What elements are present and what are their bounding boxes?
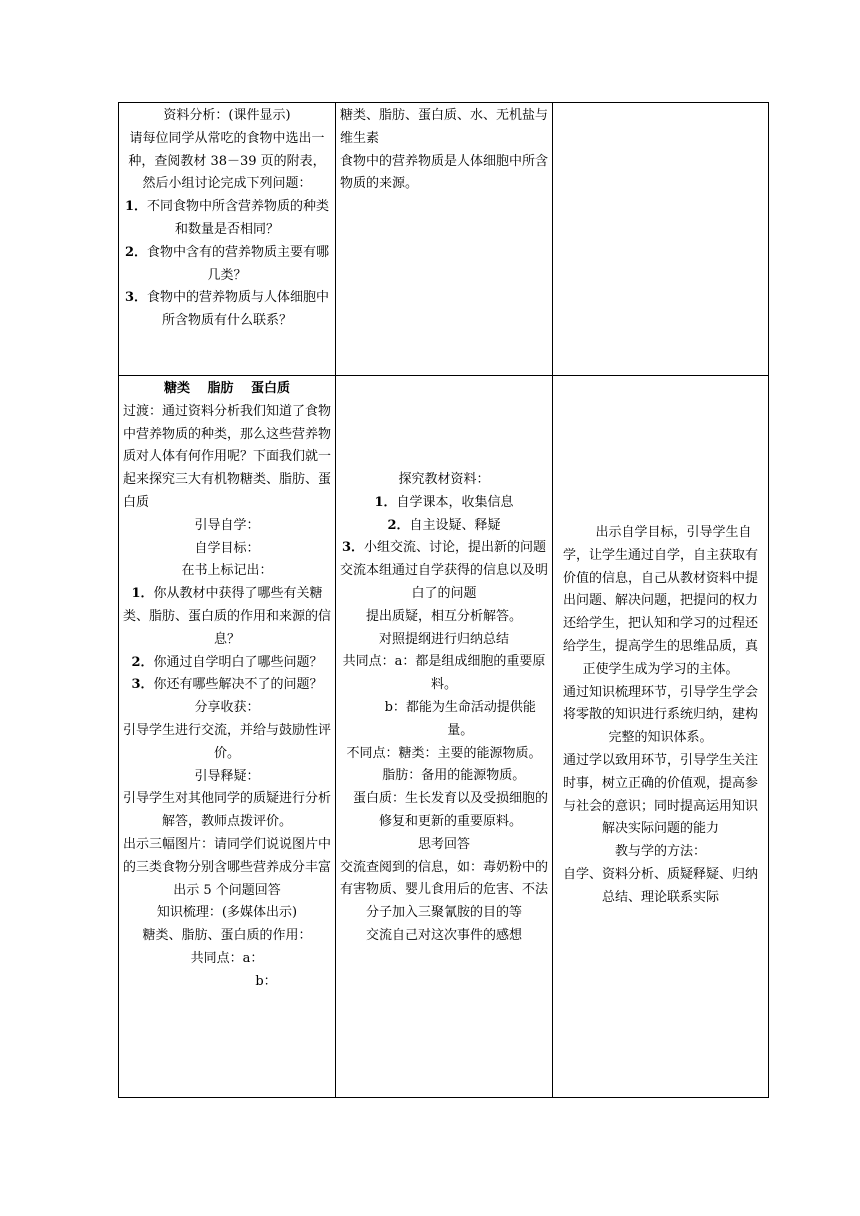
intent-paragraph: 出示自学目标，引导学生自学，让学生通过自学，自主获取有价值的信息，自己从教材资料中提出问题、解决问题，把提问的权力还给学生，把认知和学习的过程还给学生，提高学生的思维品质，真正使学生成为学习的主体。 [562, 525, 758, 677]
question-item: 1．不同食物中所含营养物质的种类和数量是否相同？ [124, 199, 330, 237]
question-item: 3．食物中的营养物质与人体细胞中所含物质有什么联系？ [124, 290, 330, 329]
explore-title: 探究教材资料： [398, 472, 490, 487]
guide-self-study-label: 引导自学： [194, 517, 260, 533]
knowledge-combing-label: 知识梳理：(多媒体出示) [156, 905, 298, 921]
doubt-label: 引导释疑： [194, 768, 260, 784]
table-row [119, 103, 769, 376]
step-item: 2．自主设疑、释疑 [387, 517, 501, 533]
method-list: 自学、资料分析、质疑释疑、归纳总结、理论联系实际 [562, 866, 758, 905]
transition-text: 过渡：通过资料分析我们知道了食物中营养物质的种类，那么这些营养物质对人体有何作用呢？下面我们就一起来探究三大有机物糖类、脂肪、蛋白质 [123, 403, 332, 510]
doubt-text: 引导学生对其他同学的质疑进行分析解答，教师点拨评价。 [123, 791, 332, 830]
think-answer-text: 思考回答 [417, 836, 470, 852]
table-row [119, 376, 769, 1098]
common-a-text: 共同点：a：都是组成细胞的重要原料。 [342, 654, 546, 693]
mark-in-book-label: 在书上标记出： [181, 563, 273, 579]
pictures-text: 出示三幅图片：请同学们说说图片中的三类食物分别含哪些营养成分丰富 [123, 836, 332, 875]
question-item: 2．你通过自学明白了哪些问题？ [131, 654, 323, 670]
method-title: 教与学的方法： [614, 844, 706, 860]
intent-paragraph: 通过学以致用环节，引导学生关注时事，树立正确的价值观，提高参与社会的意识；同时提高运用知识解决实际问题的能力 [562, 752, 758, 837]
section-heading: 糖类 脂肪 蛋白质 [163, 381, 291, 396]
feelings-text: 交流自己对这次事件的感想 [365, 927, 522, 943]
share-label: 分享收获： [194, 700, 260, 716]
material-analysis-title: 资料分析：(课件显示) [163, 108, 291, 123]
question-text: 提出质疑，相互分析解答。 [365, 608, 522, 624]
step-item: 1．自学课本，收集信息 [374, 494, 514, 510]
lesson-plan-table [118, 102, 769, 1098]
teacher-activity-cell [119, 376, 336, 1098]
common-point-a: 共同点：a： [190, 950, 264, 966]
intent-paragraph: 通过知识梳理环节，引导学生学会将零散的知识进行系统归纳，建构完整的知识体系。 [562, 684, 758, 746]
diff-protein-text: 蛋白质：生长发育以及受损细胞的修复和更新的重要原料。 [353, 791, 549, 829]
exchange-info-text: 交流查阅到的信息，如：毒奶粉中的有害物质、婴儿食用后的危害、不法分子加入三聚氰胺的目的等 [340, 859, 549, 921]
material-analysis-instruction: 请每位同学从常吃的食物中选出一种，查阅教材 38－39 页的附表，然后小组讨论完成下列问题： [128, 130, 326, 192]
five-questions-text: 出示 5 个问题回答 [173, 882, 281, 898]
nutrient-list: 糖类、脂肪、蛋白质、水、无机盐与维生素 [340, 108, 549, 146]
design-intent-cell [553, 376, 769, 1098]
question-item: 1．你从教材中获得了哪些有关糖类、脂肪、蛋白质的作用和来源的信息？ [123, 586, 332, 647]
self-study-goal-label: 自学目标： [194, 540, 260, 556]
student-activity-cell [336, 103, 553, 376]
question-item: 2．食物中含有的营养物质主要有哪几类？ [124, 244, 330, 283]
student-activity-cell [336, 376, 553, 1098]
diff-sugar-text: 不同点：糖类：主要的能源物质。 [346, 745, 542, 761]
nutrient-source-note: 食物中的营养物质是人体细胞中所含物质的来源。 [340, 153, 549, 192]
common-b-text: b：都能为生命活动提供能量。 [384, 699, 536, 738]
design-intent-cell [553, 103, 769, 376]
question-item: 3．你还有哪些解决不了的问题？ [131, 677, 323, 693]
diff-fat-text: 脂肪：备用的能源物质。 [382, 768, 526, 784]
exchange-text: 交流本组通过自学获得的信息以及明白了的问题 [340, 563, 549, 601]
teacher-activity-cell [119, 103, 336, 376]
common-point-b: b： [255, 973, 277, 989]
step-item: 3．小组交流、讨论，提出新的问题 [341, 540, 547, 556]
summary-text: 对照提纲进行归纳总结 [378, 631, 509, 647]
roles-label: 糖类、脂肪、蛋白质的作用： [142, 928, 312, 944]
share-text: 引导学生进行交流，并给与鼓励性评价。 [123, 722, 332, 761]
